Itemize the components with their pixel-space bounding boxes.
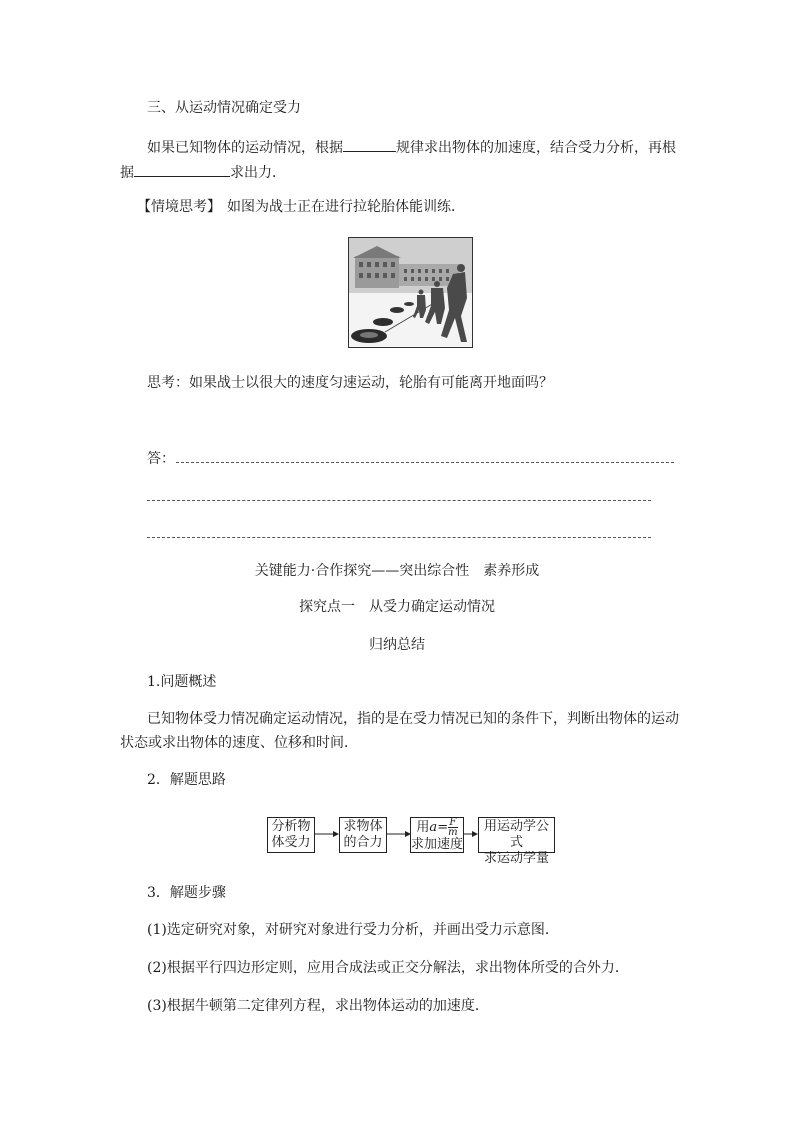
flow-formula bbox=[411, 818, 463, 837]
flow-box-acceleration bbox=[410, 817, 464, 853]
section-heading: 三、从运动情况确定受力 bbox=[147, 100, 301, 116]
item1-text-line-1: 已知物体受力情况确定运动情况，指的是在受力情况已知的条件下，判断出物体的运动 bbox=[147, 711, 679, 727]
text-segment: 据 bbox=[120, 165, 134, 181]
answer-line-3[interactable] bbox=[147, 537, 651, 538]
formula-fraction bbox=[448, 818, 457, 837]
formula-variable: a bbox=[429, 820, 438, 835]
flow-box-text: 用运动学公式 bbox=[483, 819, 549, 850]
summary-title: 归纳总结 bbox=[369, 637, 425, 653]
fill-blank-2[interactable] bbox=[134, 160, 230, 177]
answer-label: 答： bbox=[147, 451, 175, 467]
scenario-text: 如图为战士正在进行拉轮胎体能训练． bbox=[227, 199, 465, 215]
scenario-tag: 【情境思考】 bbox=[137, 199, 221, 215]
step-1: (1)选定研究对象，对研究对象进行受力分析，并画出受力示意图． bbox=[147, 922, 559, 938]
flow-box-text: 求加速度 bbox=[411, 837, 464, 852]
text-segment: 规律求出物体的加速度，结合受力分析，再根 bbox=[396, 140, 676, 156]
flow-arrow-icon bbox=[464, 828, 478, 840]
flow-box-text: 的合力 bbox=[343, 835, 383, 850]
fraction-denominator: m bbox=[448, 827, 458, 838]
item1-text-line-2: 状态或求出物体的速度、位移和时间． bbox=[120, 735, 358, 751]
fraction-numerator: F bbox=[449, 817, 457, 828]
key-ability-title: 关键能力·合作探究——突出综合性 素养形成 bbox=[254, 563, 540, 579]
formula-equals: = bbox=[437, 820, 449, 835]
flow-box-text: 求运动学量 bbox=[483, 851, 549, 866]
flow-box-kinematics bbox=[478, 817, 555, 866]
flow-box-text: 分析物 bbox=[271, 819, 311, 834]
flow-arrow-icon bbox=[387, 828, 411, 840]
think-question: 思考：如果战士以很大的速度匀速运动，轮胎有可能离开地面吗？ bbox=[147, 375, 553, 391]
training-photo bbox=[348, 237, 473, 348]
flow-box-text: 体受力 bbox=[271, 835, 311, 850]
flow-arrow-icon bbox=[315, 828, 339, 840]
tire-pulling-illustration bbox=[349, 238, 472, 347]
paragraph-line-2 bbox=[120, 160, 286, 183]
step-2: (2)根据平行四边形定则，应用合成法或正交分解法，求出物体所受的合外力． bbox=[147, 960, 629, 976]
item1-title: 1.问题概述 bbox=[147, 674, 217, 690]
text-segment: 如果已知物体的运动情况，根据 bbox=[147, 140, 343, 156]
flow-box-text: 求物体 bbox=[343, 819, 383, 834]
answer-line-2[interactable] bbox=[147, 500, 651, 501]
flow-box-analyze-forces bbox=[267, 817, 315, 853]
fill-blank-1[interactable] bbox=[343, 135, 396, 152]
flow-box-net-force bbox=[339, 817, 387, 853]
paragraph-line-1 bbox=[147, 135, 676, 158]
item2-title: 2．解题思路 bbox=[147, 772, 226, 788]
answer-line-1[interactable] bbox=[176, 462, 674, 463]
item3-title: 3．解题步骤 bbox=[147, 885, 226, 901]
exploration-point-title: 探究点一 从受力确定运动情况 bbox=[299, 599, 495, 615]
formula-text: 用 bbox=[416, 820, 430, 835]
step-3: (3)根据牛顿第二定律列方程，求出物体运动的加速度． bbox=[147, 998, 489, 1014]
scenario-line bbox=[137, 197, 465, 217]
text-segment: 求出力． bbox=[230, 165, 286, 181]
